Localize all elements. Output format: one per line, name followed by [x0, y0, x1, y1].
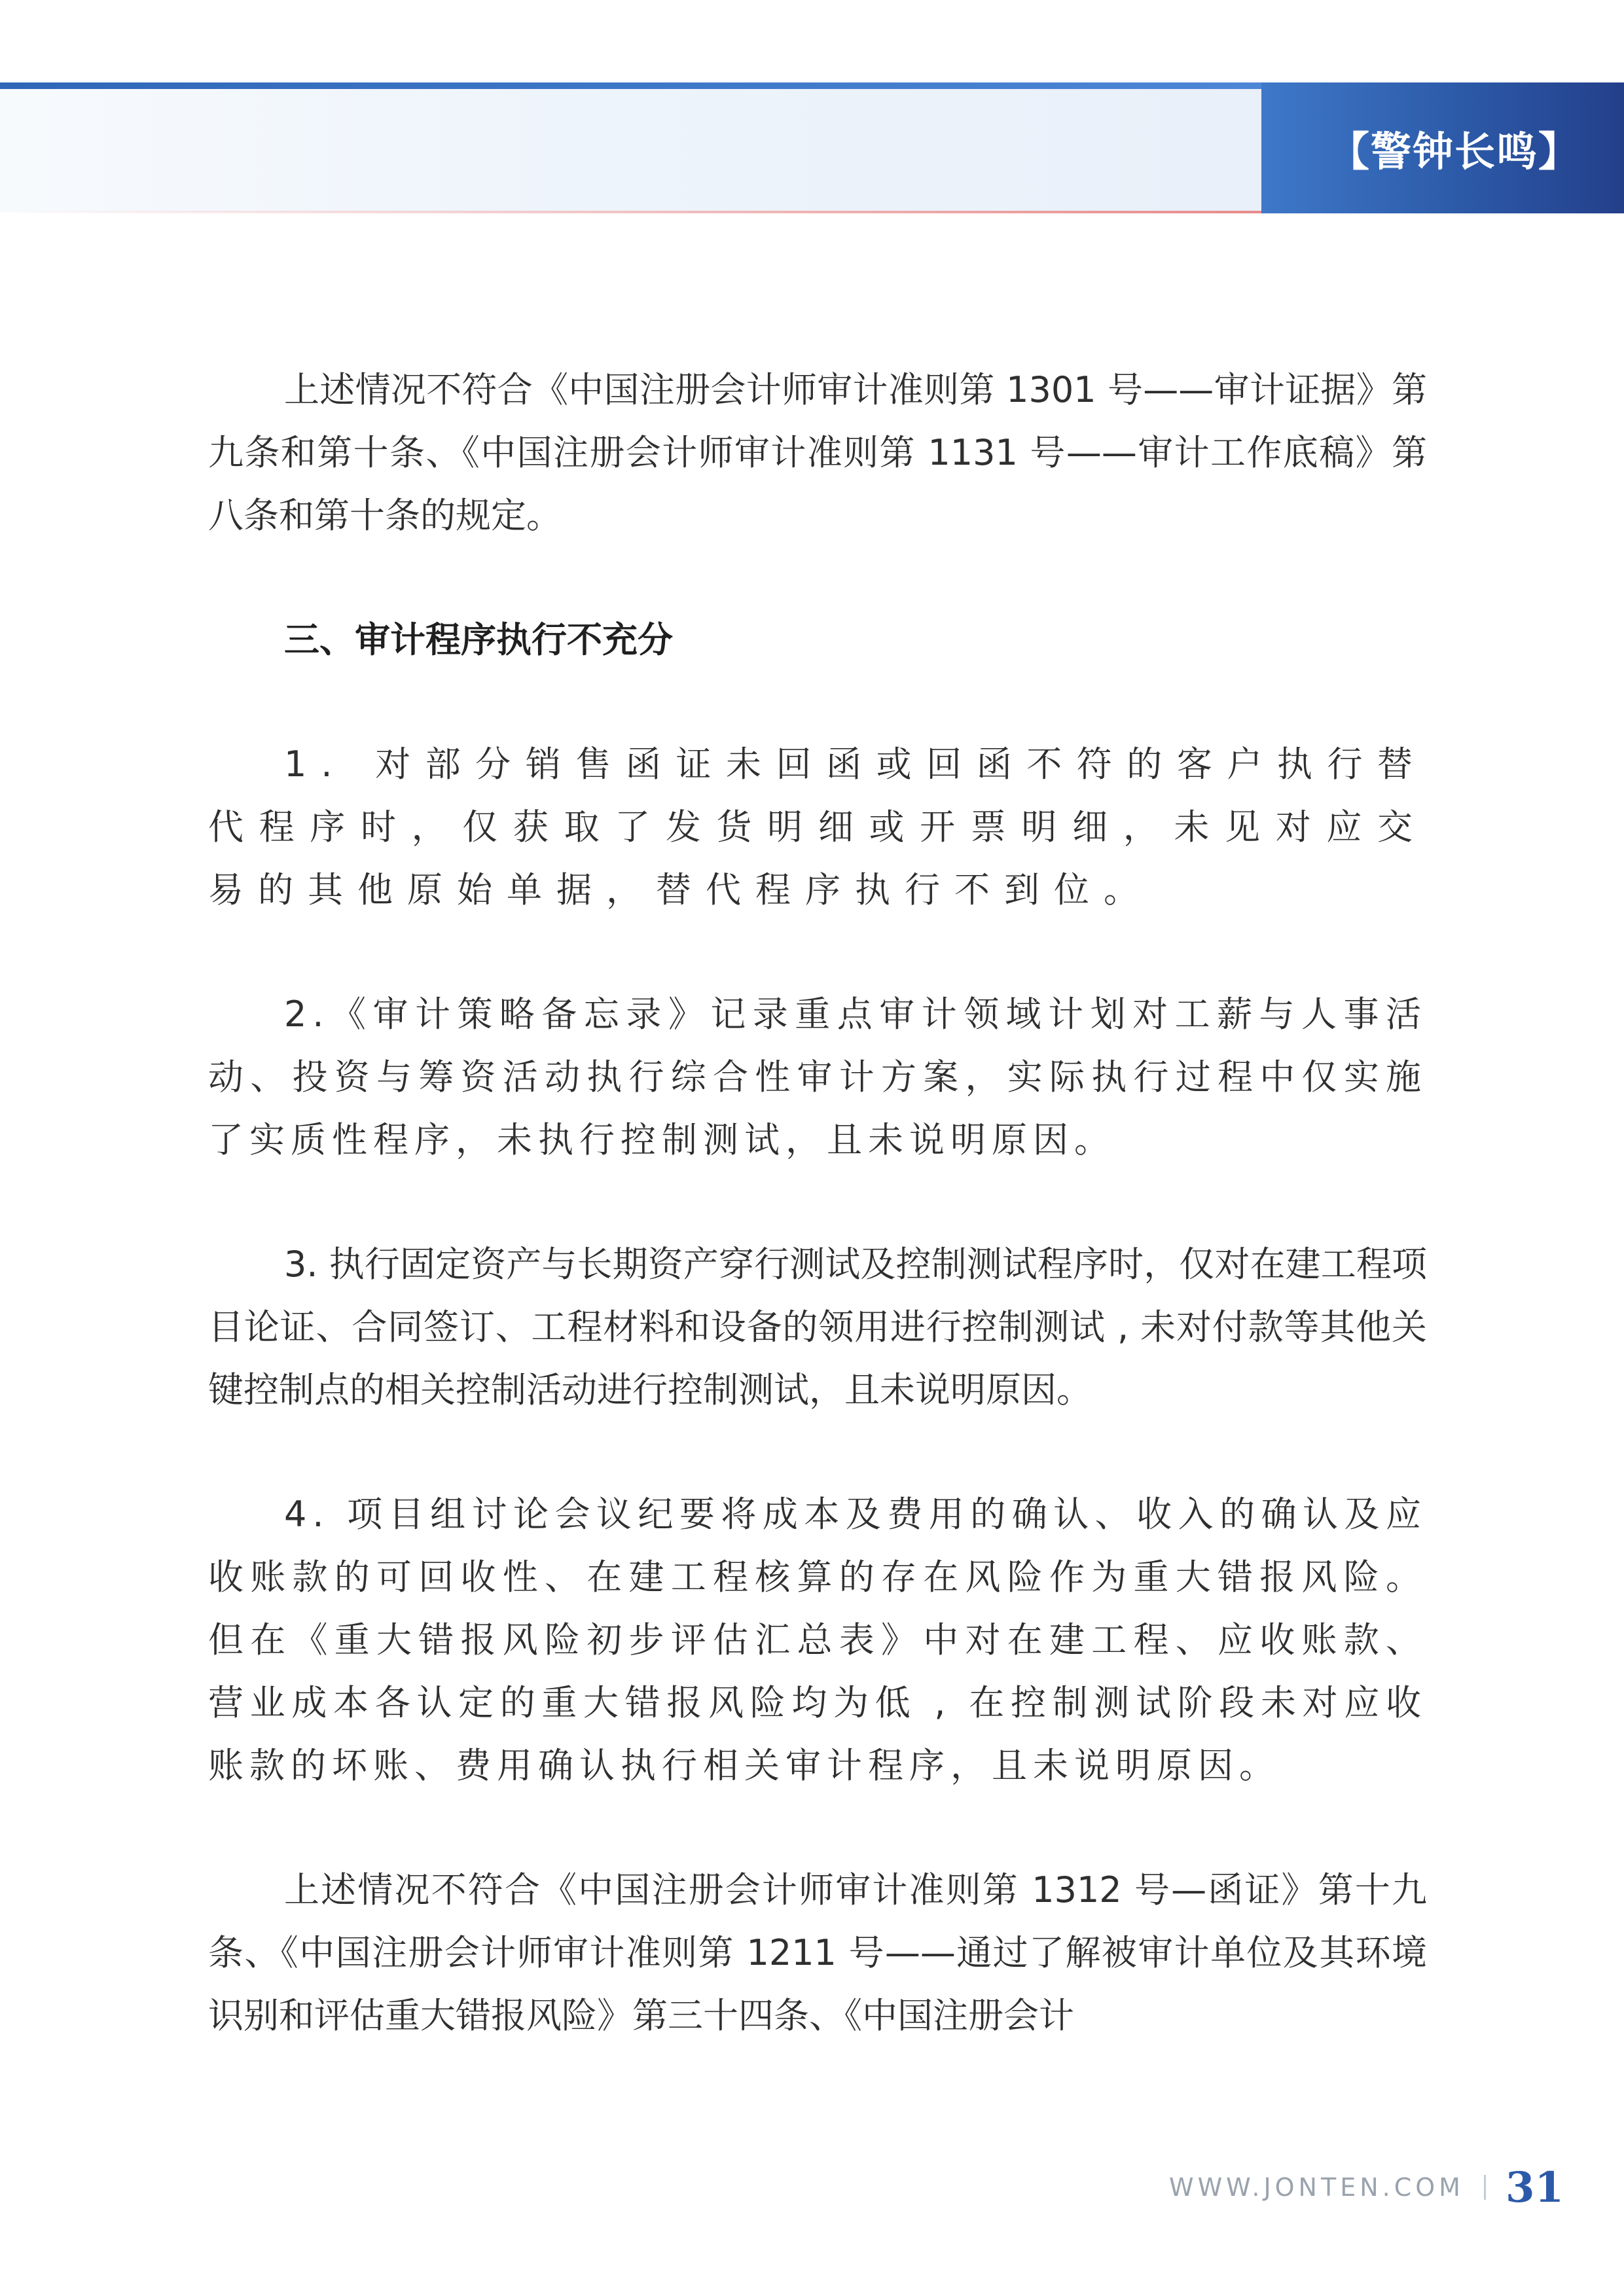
list-item-3: 3. 执行固定资产与长期资产穿行测试及控制测试程序时，仅对在建工程项目论证、合同签订、工程材料和设备的领用进行控制测试 , 未对付款等其他关键控制点的相关控制活动进行控制测试，且未说明原因。	[208, 1244, 1427, 1410]
page-number: 31	[1505, 2162, 1564, 2212]
list-item-1: 1. 对部分销售函证未回函或回函不符的客户执行替代程序时，仅获取了发货明细或开票明细，未见对应交易的其他原始单据，替代程序执行不到位。	[208, 744, 1427, 910]
header-top-rule	[0, 82, 1263, 89]
paragraph-regulation-2: 上述情况不符合《中国注册会计师审计准则第 1312 号—函证》第十九条、《中国注册会计师审计准则第 1211 号——通过了解被审计单位及其环境识别和评估重大错报风险》第三十四条、《中国注册会计	[208, 1869, 1427, 2036]
section-tab-label: 【警钟长鸣】	[1328, 127, 1580, 175]
document-body	[208, 359, 1427, 2109]
header-band	[0, 89, 1263, 212]
paragraph-regulation-1: 上述情况不符合《中国注册会计师审计准则第 1301 号——审计证据》第九条和第十条、《中国注册会计师审计准则第 1131 号——审计工作底稿》第八条和第十条的规定。	[208, 369, 1427, 536]
footer-separator	[1484, 2175, 1486, 2200]
header-underline	[0, 211, 1263, 213]
page-footer	[1169, 2155, 1564, 2220]
section-heading: 三、审计程序执行不充分	[284, 619, 673, 660]
footer-website-url: WWW.JONTEN.COM	[1169, 2173, 1464, 2202]
list-item-2: 2.《审计策略备忘录》记录重点审计领域计划对工薪与人事活动、投资与筹资活动执行综合性审计方案，实际执行过程中仅实施了实质性程序，未执行控制测试，且未说明原因。	[208, 994, 1427, 1160]
section-tab	[1261, 82, 1624, 213]
list-item-4: 4. 项目组讨论会议纪要将成本及费用的确认、收入的确认及应收账款的可回收性、在建工程核算的存在风险作为重大错报风险。但在《重大错报风险初步评估汇总表》中对在建工程、应收账款、营业成本各认定的重大错报风险均为低 , 在控制测试阶段未对应收账款的坏账、费用确认执行相关审计程序，且未说明原因。	[208, 1494, 1427, 1786]
